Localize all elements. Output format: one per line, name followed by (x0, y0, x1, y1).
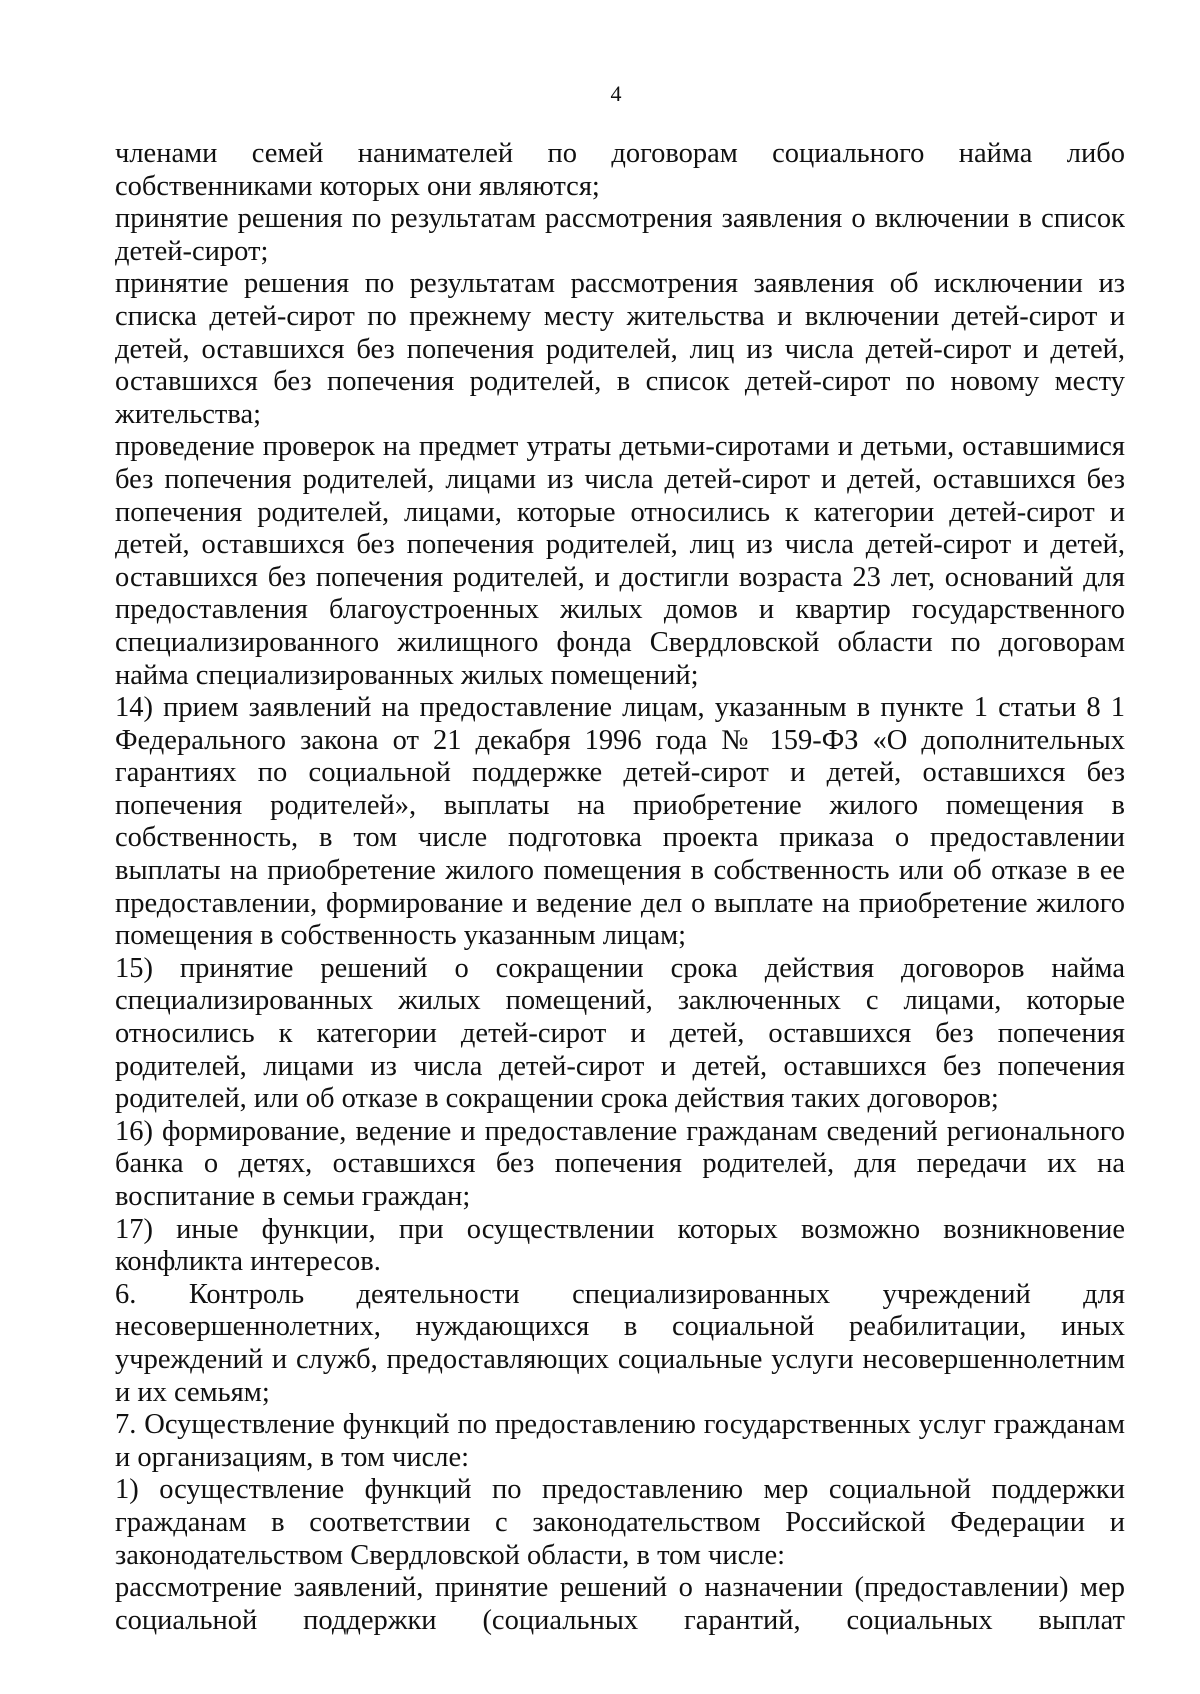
paragraph: принятие решения по результатам рассмотрения заявления об исключении из списка детей-сирот по прежнему месту жительства и включении детей-сирот и детей, оставшихся без попечения родителей, лиц из числа детей-сирот и детей, оставшихся без попечения родителей, в список детей-сирот по новому месту жительства; (115, 268, 1125, 430)
paragraph: проведение проверок на предмет утраты детьми-сиротами и детьми, оставшимися без попечения родителей, лицами из числа детей-сирот и детей, оставшихся без попечения родителей, лицами, которые относились к категории детей-сирот и детей, оставшихся без попечения родителей, лиц из числа детей-сирот и детей, оставшихся без попечения родителей, и достигли возраста 23 лет, оснований для предоставления благоустроенных жилых домов и квартир государственного специализированного жилищного фонда Свердловской области по договорам найма специализированных жилых помещений; (115, 431, 1125, 691)
paragraph: 14) прием заявлений на предоставление лицам, указанным в пункте 1 статьи 8 1 Федерального закона от 21 декабря 1996 года № 159-ФЗ «О дополнительных гарантиях по социальной поддержке детей-сирот и детей, оставшихся без попечения родителей», выплаты на приобретение жилого помещения в собственность, в том числе подготовка проекта приказа о предоставлении выплаты на приобретение жилого помещения в собственность или об отказе в ее предоставлении, формирование и ведение дел о выплате на приобретение жилого помещения в собственность указанным лицам; (115, 692, 1125, 952)
paragraph: 15) принятие решений о сокращении срока действия договоров найма специализированных жилых помещений, заключенных с лицами, которые относились к категории детей-сирот и детей, оставшихся без попечения родителей, лицами из числа детей-сирот и детей, оставшихся без попечения родителей, или об отказе в сокращении срока действия таких договоров; (115, 952, 1125, 1115)
page-number: 4 (610, 81, 622, 106)
paragraph: принятие решения по результатам рассмотрения заявления о включении в список детей-сирот; (115, 203, 1125, 267)
paragraph: 6. Контроль деятельности специализированных учреждений для несовершеннолетних, нуждающихся в социальной реабилитации, иных учреждений и служб, предоставляющих социальные услуги несовершеннолетним и их семьям; (115, 1278, 1125, 1408)
document-body (115, 138, 1125, 1637)
paragraph: 7. Осуществление функций по предоставлению государственных услуг гражданам и организациям, в том числе: (115, 1409, 1125, 1473)
paragraph: 17) иные функции, при осуществлении которых возможно возникновение конфликта интересов. (115, 1213, 1125, 1278)
paragraph: 1) осуществление функций по предоставлению мер социальной поддержки гражданам в соответствии с законодательством Российской Федерации и законодательством Свердловской области, в том числе: (115, 1474, 1125, 1571)
paragraph: 16) формирование, ведение и предоставление гражданам сведений регионального банка о детях, оставшихся без попечения родителей, для передачи их на воспитание в семьи граждан; (115, 1115, 1125, 1212)
paragraph: рассмотрение заявлений, принятие решений о назначении (предоставлении) мер социальной поддержки (социальных гарантий, социальных выплат (115, 1572, 1125, 1636)
paragraph: членами семей нанимателей по договорам социального найма либо собственниками которых они являются; (115, 138, 1125, 202)
